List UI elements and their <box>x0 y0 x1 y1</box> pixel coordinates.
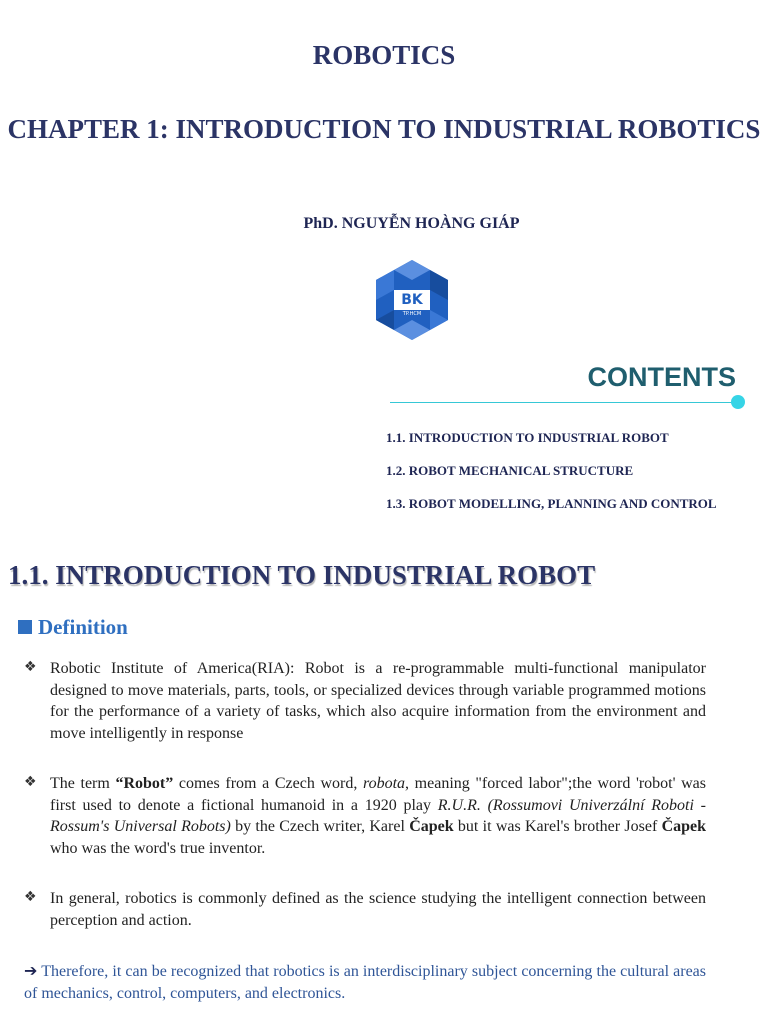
capek-name: Čapek <box>409 818 454 835</box>
definition-paragraph-etymology: The term “Robot” comes from a Czech word, robota, meaning "forced labor";the word 'robot' was first used to denote a fictional humanoid in a 1920 play R.U.R. (Rossumovi Univerzální Roboti - Rossum's Universal Robots) by the Czech writer, Karel Čapek but it was Karel's brother Josef Čapek who was the word's true inventor. <box>50 775 707 857</box>
play-title: R.U.R. (Rossumovi Univerzální Roboti - Rossum's Universal Robots) <box>50 796 706 835</box>
diamond-bullet-icon: ❖ <box>24 889 37 905</box>
conclusion-paragraph: ➔ Therefore, it can be recognized that robotics is an interdisciplinary subject concerning the cultural areas of mechanics, control, computers, and electronics. <box>24 961 706 1002</box>
contents-divider <box>390 402 736 403</box>
definition-paragraph-ria: Robotic Institute of America(RIA): Robot is a re-programmable multi-functional manipulator designed to move materials, parts, tools, or specialized devices through variable programmed motions for the performance of a variety of tasks, which also acquire information from the environment and move intelligently in response <box>50 660 706 742</box>
robota-word: robota <box>362 775 406 792</box>
bk-university-logo <box>370 258 454 342</box>
toc-item: 1.1. INTRODUCTION TO INDUSTRIAL ROBOT <box>386 430 669 445</box>
chapter-title: CHAPTER 1: INTRODUCTION TO INDUSTRIAL ROBOTICS <box>7 114 761 144</box>
toc-item: 1.3. ROBOT MODELLING, PLANNING AND CONTROL <box>386 496 717 511</box>
logo-subtext: TP.HCM <box>402 311 422 317</box>
definition-subheading: Definition <box>38 615 128 639</box>
contents-divider-dot <box>731 395 745 409</box>
capek-name: Čapek <box>661 818 707 835</box>
author-name: PhD. NGUYỄN HOÀNG GIÁP <box>303 215 520 232</box>
contents-heading: CONTENTS <box>587 362 736 392</box>
robot-term: “Robot” <box>115 775 174 792</box>
definition-paragraph-general: In general, robotics is commonly defined as the science studying the intelligent connection between perception and action. <box>50 890 706 929</box>
diamond-bullet-icon: ❖ <box>24 659 37 675</box>
slide-title: ROBOTICS <box>312 40 456 70</box>
right-arrow-icon: ➔ <box>24 961 38 980</box>
section-heading: 1.1. INTRODUCTION TO INDUSTRIAL ROBOT <box>8 560 596 590</box>
diamond-bullet-icon: ❖ <box>24 774 37 790</box>
toc-item: 1.2. ROBOT MECHANICAL STRUCTURE <box>386 463 634 478</box>
square-bullet-icon <box>18 620 32 634</box>
logo-text: BK <box>401 292 423 308</box>
